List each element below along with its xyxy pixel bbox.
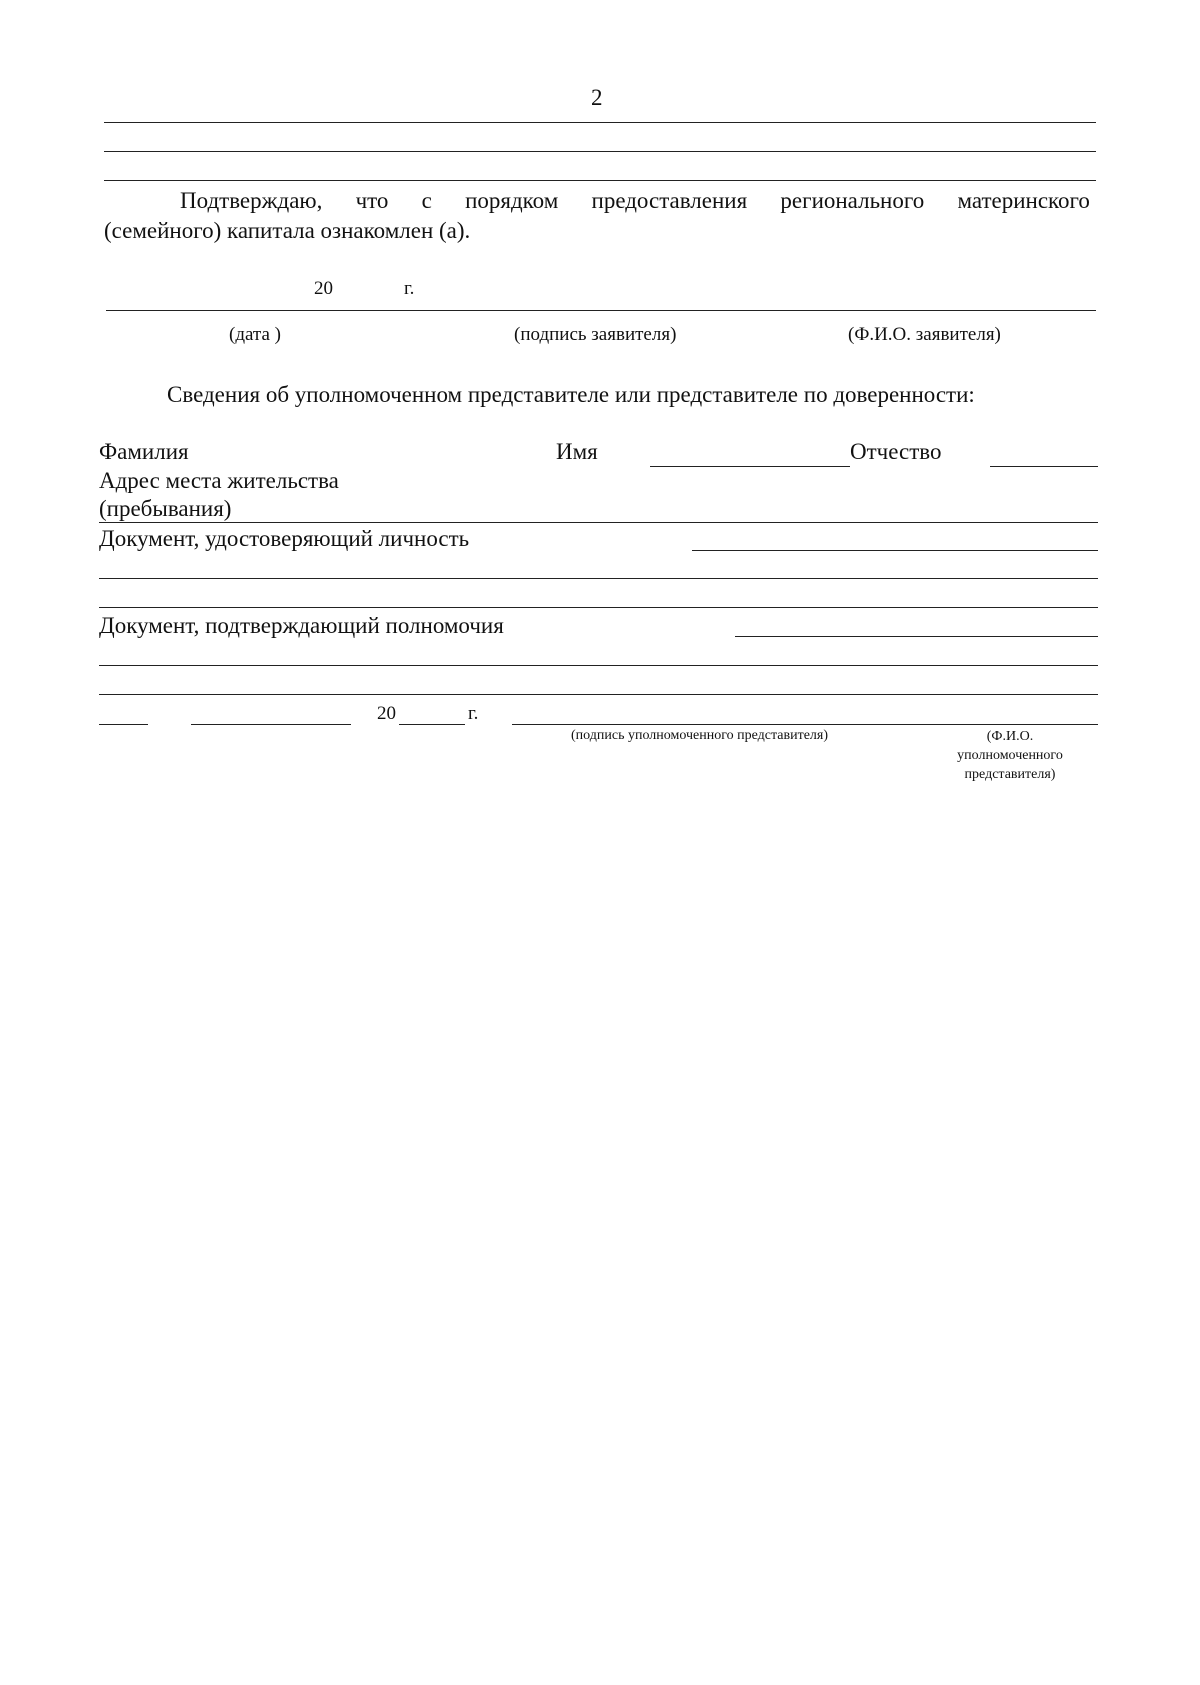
- applicant-year-suffix: г.: [404, 278, 415, 299]
- representative-heading: Сведения об уполномоченном представителе или представителе по доверенности:: [167, 382, 975, 407]
- blank-line[interactable]: [99, 665, 1098, 666]
- applicant-year-prefix: 20: [314, 278, 333, 299]
- date-caption: (дата ): [229, 324, 281, 345]
- patronymic-label: Отчество: [850, 439, 942, 464]
- confirmation-word: материнского: [957, 188, 1090, 213]
- confirmation-line-1: [104, 186, 1090, 216]
- name-label: Имя: [556, 439, 598, 464]
- applicant-signature-line[interactable]: [106, 310, 1096, 311]
- confirmation-word: порядком: [465, 188, 559, 213]
- month-field-line[interactable]: [191, 724, 351, 725]
- confirmation-word: регионального: [780, 188, 925, 213]
- confirmation-word: что: [355, 188, 389, 213]
- blank-line[interactable]: [104, 180, 1096, 181]
- confirmation-line-2: (семейного) капитала ознакомлен (а).: [104, 218, 471, 243]
- confirmation-word: Подтверждаю,: [180, 188, 323, 213]
- signature-caption: (подпись заявителя): [514, 324, 677, 345]
- confirmation-paragraph: [104, 186, 1090, 246]
- id-document-field-line[interactable]: [692, 550, 1098, 551]
- rep-signature-caption: (подпись уполномоченного представителя): [571, 728, 828, 743]
- blank-line[interactable]: [99, 694, 1098, 695]
- confirmation-word: с: [421, 188, 432, 213]
- rep-fio-caption-line: (Ф.И.О.: [986, 729, 1034, 744]
- rep-fio-caption-line: представителя): [964, 767, 1056, 782]
- id-document-label: Документ, удостоверяющий личность: [99, 526, 470, 551]
- rep-year-suffix: г.: [468, 703, 479, 724]
- year-field-line[interactable]: [399, 724, 465, 725]
- authority-document-field-line[interactable]: [735, 636, 1098, 637]
- address-label-line1: Адрес места жительства: [99, 468, 339, 493]
- rep-fio-caption-line: уполномоченного: [957, 748, 1063, 763]
- authority-document-label: Документ, подтверждающий полномочия: [99, 613, 504, 638]
- rep-signature-line[interactable]: [512, 724, 1098, 725]
- rep-fio-caption: [940, 727, 1080, 784]
- patronymic-field-line[interactable]: [990, 466, 1098, 467]
- surname-label: Фамилия: [99, 439, 189, 464]
- page-number: 2: [591, 85, 603, 110]
- confirmation-word: предоставления: [591, 188, 748, 213]
- fio-caption: (Ф.И.О. заявителя): [848, 324, 1001, 345]
- blank-line[interactable]: [104, 122, 1096, 123]
- blank-line[interactable]: [104, 151, 1096, 152]
- address-label-line2: (пребывания): [99, 496, 232, 521]
- blank-line[interactable]: [99, 578, 1098, 579]
- day-field-line[interactable]: [99, 724, 148, 725]
- address-field-line[interactable]: [99, 522, 1098, 523]
- rep-year-prefix: 20: [377, 703, 396, 724]
- name-field-line[interactable]: [650, 466, 850, 467]
- blank-line[interactable]: [99, 607, 1098, 608]
